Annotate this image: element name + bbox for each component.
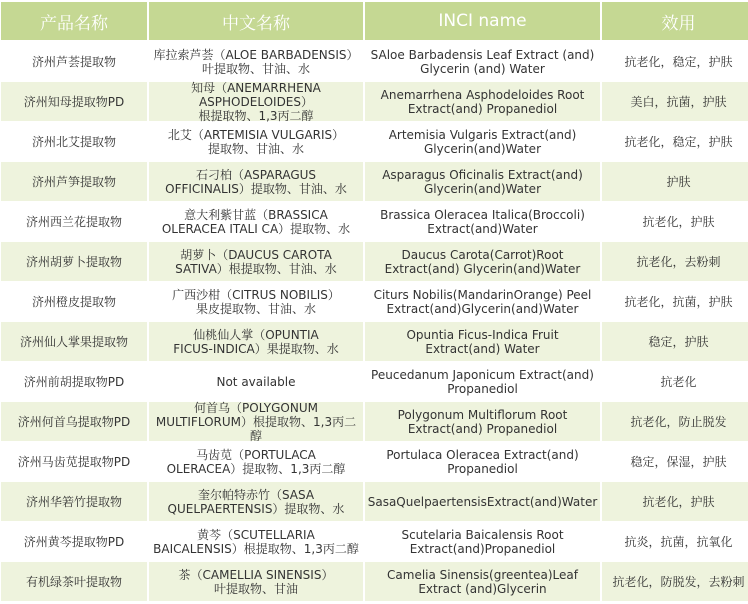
chinese-name-line1: Not available <box>216 374 296 389</box>
chinese-name-line1: 何首乌（POLYGONUM <box>194 400 318 415</box>
product-name-cell: 济州芦荟提取物 <box>1 42 147 82</box>
inci-name-cell: SAloe Barbadensis Leaf Extract (and) Glycerin (and) Water <box>365 42 600 82</box>
inci-name-cell: Asparagus Oficinalis Extract(and) Glycerin(and)Water <box>365 162 600 202</box>
header-chinese-name: 中文名称 <box>149 2 363 42</box>
chinese-name-cell <box>149 42 363 82</box>
chinese-name-cell <box>149 362 363 402</box>
chinese-name-cell <box>149 162 363 202</box>
inci-name-cell: Peucedanum Japonicum Extract(and) Propanediol <box>365 362 600 402</box>
product-name-cell: 济州西兰花提取物 <box>1 202 147 242</box>
chinese-name-line1: 知母（ANEMARRHENA ASPHODELOIDES） <box>191 80 321 109</box>
chinese-name-line2: 果皮提取物、甘油、水 <box>195 301 316 316</box>
product-name-cell: 济州华箬竹提取物 <box>1 482 147 522</box>
chinese-name-line1: 茶（CAMELLIA SINENSIS） <box>178 567 334 582</box>
inci-name-cell: Anemarrhena Asphodeloides Root Extract(and) Propanediol <box>365 82 600 122</box>
chinese-name-line2: 根提取物、1,3丙二醇 <box>198 108 314 123</box>
product-name-cell: 济州黄芩提取物PD <box>1 522 147 562</box>
product-name-cell: 有机绿茶叶提取物 <box>1 562 147 602</box>
product-name-cell: 济州前胡提取物PD <box>1 362 147 402</box>
chinese-name-cell <box>149 522 363 562</box>
chinese-name-line2: OFFICINALIS）提取物、甘油、水 <box>165 181 347 196</box>
effect-cell: 抗老化，防脱发，去粉刺 <box>602 562 748 602</box>
effect-cell: 抗老化 <box>602 362 748 402</box>
chinese-name-cell <box>149 562 363 602</box>
chinese-name-line1: 北艾（ARTEMISIA VULGARIS） <box>167 127 345 142</box>
inci-name-cell: Citurs Nobilis(MandarinOrange) Peel Extract(and)Glycerin(and)Water <box>365 282 600 322</box>
inci-name-cell: Brassica Oleracea Italica(Broccoli) Extract(and)Water <box>365 202 600 242</box>
chinese-name-line1: 黄芩（SCUTELLARIA <box>197 527 315 542</box>
chinese-name-cell <box>149 202 363 242</box>
chinese-name-cell <box>149 442 363 482</box>
inci-name-cell: Camelia Sinensis(greentea)Leaf Extract (and)Glycerin <box>365 562 600 602</box>
effect-cell: 稳定，护肤 <box>602 322 748 362</box>
effect-cell: 美白，抗菌，护肤 <box>602 82 748 122</box>
product-name-cell: 济州胡萝卜提取物 <box>1 242 147 282</box>
chinese-name-line1: 石刁柏（ASPARAGUS <box>195 167 317 182</box>
chinese-name-cell <box>149 122 363 162</box>
header-inci-name: INCI name <box>365 2 600 42</box>
effect-cell: 抗老化，抗菌，护肤 <box>602 282 748 322</box>
product-name-cell: 济州仙人掌果提取物 <box>1 322 147 362</box>
chinese-name-line2: FICUS-INDICA）果提取物、水 <box>173 341 339 356</box>
chinese-name-cell <box>149 242 363 282</box>
chinese-name-line2: 叶提取物、甘油 <box>213 581 298 596</box>
chinese-name-line1: 仙桃仙人掌（OPUNTIA <box>193 327 319 342</box>
chinese-name-cell <box>149 402 363 442</box>
chinese-name-line1: 库拉索芦荟（ALOE BARBADENSIS） <box>153 47 359 62</box>
chinese-name-cell <box>149 282 363 322</box>
inci-name-cell: Artemisia Vulgaris Extract(and) Glycerin(and)Water <box>365 122 600 162</box>
chinese-name-line1: 意大利紫甘蓝（BRASSICA <box>184 207 328 222</box>
chinese-name-line2: 提取物、甘油、水 <box>207 141 304 156</box>
effect-cell: 护肤 <box>602 162 748 202</box>
chinese-name-line1: 奎尔帕特赤竹（SASA <box>197 487 315 502</box>
chinese-name-line2: BAICALENSIS）根提取物、1,3丙二醇 <box>153 541 359 556</box>
inci-name-cell: SasaQuelpaertensisExtract(and)Water <box>365 482 600 522</box>
product-name-cell: 济州何首乌提取物PD <box>1 402 147 442</box>
effect-cell: 抗炎，抗菌，抗氧化 <box>602 522 748 562</box>
chinese-name-line2: OLERACEA）提取物、1,3丙二醇 <box>166 461 346 476</box>
header-effect: 效用 <box>602 2 748 42</box>
effect-cell: 稳定，保湿，护肤 <box>602 442 748 482</box>
product-name-cell: 济州马齿苋提取物PD <box>1 442 147 482</box>
inci-name-cell: Opuntia Ficus-Indica Fruit Extract(and) Water <box>365 322 600 362</box>
chinese-name-cell <box>149 482 363 522</box>
effect-cell: 抗老化，稳定，护肤 <box>602 122 748 162</box>
product-name-cell: 济州知母提取物PD <box>1 82 147 122</box>
chinese-name-cell <box>149 322 363 362</box>
chinese-name-line2: QUELPAERTENSIS）提取物、水 <box>167 501 345 516</box>
chinese-name-cell <box>149 82 363 122</box>
chinese-name-line1: 胡萝卜（DAUCUS CAROTA <box>180 247 332 262</box>
chinese-name-line1: 广西沙柑（CITRUS NOBILIS） <box>172 287 340 302</box>
inci-name-cell: Portulaca Oleracea Extract(and) Propanediol <box>365 442 600 482</box>
chinese-name-line2: MULTIFLORUM）根提取物、1,3丙二醇 <box>155 414 357 443</box>
product-name-cell: 济州芦笋提取物 <box>1 162 147 202</box>
chinese-name-line1: 马齿苋（PORTULACA <box>196 447 316 462</box>
product-name-cell: 济州橙皮提取物 <box>1 282 147 322</box>
chinese-name-line2: 叶提取物、甘油、水 <box>201 61 310 76</box>
header-product-name: 产品名称 <box>1 2 147 42</box>
effect-cell: 抗老化，护肤 <box>602 482 748 522</box>
inci-name-cell: Polygonum Multiflorum Root Extract(and) Propanediol <box>365 402 600 442</box>
chinese-name-line2: OLERACEA ITALI CA）提取物、水 <box>161 221 351 236</box>
effect-cell: 抗老化，稳定，护肤 <box>602 42 748 82</box>
inci-name-cell: Daucus Carota(Carrot)Root Extract(and) Glycerin(and)Water <box>365 242 600 282</box>
product-name-cell: 济州北艾提取物 <box>1 122 147 162</box>
effect-cell: 抗老化，去粉刺 <box>602 242 748 282</box>
effect-cell: 抗老化，护肤 <box>602 202 748 242</box>
chinese-name-line2: SATIVA）根提取物、甘油、水 <box>175 261 337 276</box>
inci-name-cell: Scutelaria Baicalensis Root Extract(and)Propanediol <box>365 522 600 562</box>
effect-cell: 抗老化，防止脱发 <box>602 402 748 442</box>
